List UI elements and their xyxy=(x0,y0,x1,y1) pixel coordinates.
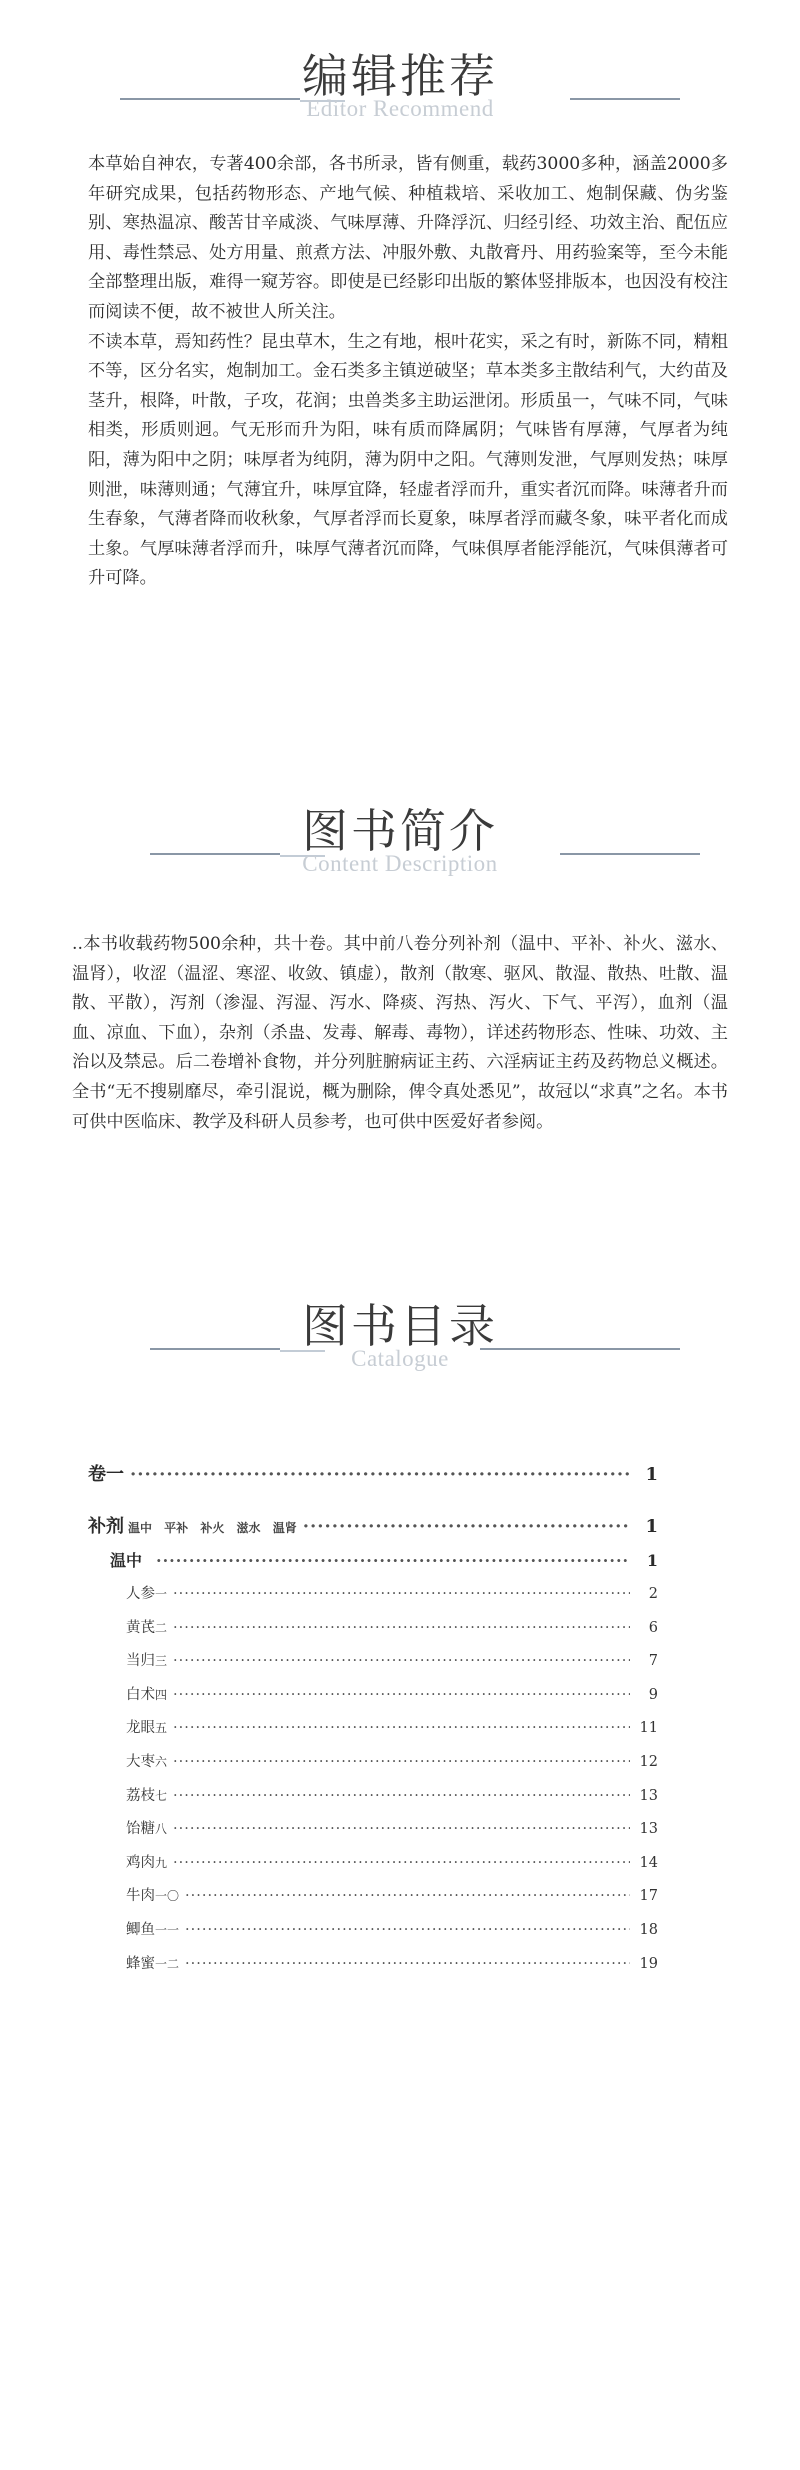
toc-item-number: 一一 xyxy=(155,1923,180,1937)
toc-subcategory-label: 温中 xyxy=(110,1551,143,1570)
toc-item-number: 一二 xyxy=(155,1956,180,1971)
toc-item-label xyxy=(126,1683,167,1704)
toc-page-number: 19 xyxy=(639,1955,658,1972)
toc-page-number: 1 xyxy=(646,1551,658,1570)
toc-item-label xyxy=(126,1784,167,1805)
toc-item-label xyxy=(126,1952,179,1973)
toc-page-number: 7 xyxy=(648,1653,658,1670)
toc-leader-dots xyxy=(173,1788,630,1804)
toc-item-number: 八 xyxy=(155,1822,168,1837)
toc-leader-dots xyxy=(173,1687,630,1703)
toc-item-name: 大枣 xyxy=(126,1754,155,1770)
section-subtitle: Catalogue xyxy=(351,1346,449,1371)
toc-item-name: 荔枝 xyxy=(126,1787,155,1804)
section-subtitle: Editor Recommend xyxy=(306,96,494,121)
toc-item-row[interactable] xyxy=(126,1817,658,1838)
toc-item-label xyxy=(126,1649,167,1670)
content-description-text xyxy=(72,930,728,1137)
toc-item-row[interactable] xyxy=(126,1952,658,1973)
toc-page-number: 17 xyxy=(639,1888,658,1905)
toc-volume-row[interactable] xyxy=(88,1460,658,1486)
toc-leader-dots xyxy=(173,1720,630,1736)
toc-item-row[interactable] xyxy=(126,1582,658,1603)
toc-item-name: 当归 xyxy=(126,1653,155,1670)
toc-item-number: 七 xyxy=(155,1788,168,1803)
toc-item-name: 蜂蜜 xyxy=(126,1955,155,1972)
toc-item-name: 牛肉 xyxy=(126,1888,155,1905)
content-description-header xyxy=(0,795,800,905)
section-title: 编辑推荐 xyxy=(302,49,498,103)
toc-page-number: 13 xyxy=(639,1821,658,1838)
toc-item-name: 鲫鱼 xyxy=(126,1922,155,1938)
toc-leader-dots xyxy=(173,1586,630,1602)
toc-item-row[interactable] xyxy=(126,1750,658,1771)
toc-subcategory-row[interactable] xyxy=(110,1548,658,1571)
editor-recommend-text xyxy=(88,150,728,594)
toc-category-label: 补剂 xyxy=(88,1516,124,1537)
toc-item-name: 人参 xyxy=(126,1586,155,1602)
toc-item-name: 鸡肉 xyxy=(126,1854,155,1871)
toc-page-number: 14 xyxy=(639,1854,658,1871)
toc-leader-dots xyxy=(303,1516,630,1537)
toc-item-label xyxy=(126,1582,167,1603)
toc-leader-dots xyxy=(173,1620,630,1636)
toc-item-row[interactable] xyxy=(126,1649,658,1670)
toc-item-row[interactable] xyxy=(126,1918,658,1939)
editor-paragraph: 不读本草，焉知药性？昆虫草木，生之有地，根叶花实，采之有时，新陈不同，精粗不等，区分名实，炮制加工。金石类多主镇逆破坚；草本类多主散结利气，大约苗及茎升，根降，叶散，子攻，花润；虫兽类多主助运泄闭。形质虽一，气味不同，气味相类，形质则迥。气无形而升为阳，味有质而降属阴；气味皆有厚薄，气厚者为纯阳，薄为阳中之阴；味厚者为纯阴，薄为阴中之阳。气薄则发泄，气厚则发热；味厚则泄，味薄则通；气薄宜升，味厚宜降，轻虚者浮而升，重实者沉而降。味薄者升而生春象，气薄者降而收秋象，气厚者浮而长夏象，味厚者浮而藏冬象，味平者化而成土象。气厚味薄者浮而升，味厚气薄者沉而降，气味俱厚者能浮能沉，气味俱薄者可升可降。 xyxy=(88,331,728,589)
toc-leader-dots xyxy=(130,1464,630,1485)
toc-category-subs: 温中 平补 补火 滋水 温肾 xyxy=(128,1521,297,1535)
toc-leader-dots xyxy=(173,1821,630,1837)
section-title: 图书简介 xyxy=(302,804,498,858)
toc-item-label xyxy=(126,1716,167,1737)
catalogue-header xyxy=(0,1290,800,1400)
toc-page-number: 1 xyxy=(645,1516,658,1537)
toc-item-number: 五 xyxy=(155,1721,168,1736)
editor-recommend-header xyxy=(0,40,800,150)
toc-leader-dots xyxy=(185,1922,630,1938)
toc-item-name: 龙眼 xyxy=(126,1720,155,1737)
toc-item-number: 六 xyxy=(155,1755,168,1769)
toc-item-label xyxy=(126,1884,179,1905)
toc-item-number: 四 xyxy=(155,1687,168,1702)
section-title: 图书目录 xyxy=(302,1299,498,1353)
toc-item-number: 一 xyxy=(155,1587,168,1601)
toc-page-number: 13 xyxy=(639,1787,658,1804)
toc-item-label xyxy=(126,1817,167,1838)
toc-item-label xyxy=(126,1851,167,1872)
toc-item-label xyxy=(126,1616,167,1637)
toc-page-number: 6 xyxy=(648,1619,658,1636)
toc-item-label xyxy=(126,1918,179,1939)
toc-leader-dots xyxy=(185,1888,630,1904)
toc-item-name: 白术 xyxy=(126,1686,155,1703)
toc-leader-dots xyxy=(185,1956,630,1972)
toc-page-number: 2 xyxy=(648,1586,658,1602)
toc-item-name: 饴糖 xyxy=(126,1821,155,1838)
toc-item-row[interactable] xyxy=(126,1884,658,1905)
toc-page-number: 1 xyxy=(645,1464,658,1485)
toc-page-number: 11 xyxy=(639,1720,658,1737)
toc-page-number: 12 xyxy=(639,1754,658,1770)
toc-leader-dots xyxy=(173,1855,630,1871)
toc-page-number: 9 xyxy=(648,1686,658,1703)
toc-item-row[interactable] xyxy=(126,1784,658,1805)
toc-page-number: 18 xyxy=(639,1922,658,1938)
toc-item-row[interactable] xyxy=(126,1851,658,1872)
toc-item-row[interactable] xyxy=(126,1683,658,1704)
toc-item-number: 九 xyxy=(155,1855,168,1870)
toc-category-row[interactable] xyxy=(88,1512,658,1538)
toc-leader-dots xyxy=(156,1551,630,1570)
toc-item-number: 一〇 xyxy=(155,1889,180,1904)
section-subtitle: Content Description xyxy=(302,851,498,876)
toc-leader-dots xyxy=(173,1653,630,1669)
toc-item-name: 黄芪 xyxy=(126,1619,155,1636)
toc-item-number: 二 xyxy=(155,1620,168,1635)
content-paragraph: ..本书收载药物500余种，共十卷。其中前八卷分列补剂（温中、平补、补火、滋水、温肾），收涩（温涩、寒涩、收敛、镇虚），散剂（散寒、驱风、散湿、散热、吐散、温散、平散），泻剂（渗湿、泻湿、泻水、降痰、泻热、泻火、下气、平泻），血剂（温血、凉血、下血），杂剂（杀蛊、发毒、解毒、毒物），详述药物形态、性味、功效、主治以及禁忌。后二卷增补食物，并分列脏腑病证主药、六淫病证主药及药物总义概述。全书“无不搜剔靡尽，牵引混说，概为删除，俾令真处悉见”，故冠以“求真”之名。本书可供中医临床、教学及科研人员参考，也可供中医爱好者参阅。 xyxy=(72,934,728,1132)
toc-leader-dots xyxy=(173,1754,630,1770)
toc-item-row[interactable] xyxy=(126,1616,658,1637)
toc-item-label xyxy=(126,1750,167,1771)
toc-item-row[interactable] xyxy=(126,1716,658,1737)
toc-volume-label: 卷一 xyxy=(88,1464,124,1485)
editor-paragraph: 本草始自神农，专著400余部，各书所录，皆有侧重，载药3000多种，涵盖2000多年研究成果，包括药物形态、产地气候、种植栽培、采收加工、炮制保藏、伪劣鉴别、寒热温凉、酸苦甘辛咸淡、气味厚薄、升降浮沉、归经引经、功效主治、配伍应用、毒性禁忌、处方用量、煎煮方法、冲服外敷、丸散膏丹、用药验案等，至今未能全部整理出版，难得一窥芳容。即使是已经影印出版的繁体竖排版本，也因没有校注而阅读不便，故不被世人所关注。 xyxy=(88,154,728,322)
toc-item-number: 三 xyxy=(155,1654,168,1669)
